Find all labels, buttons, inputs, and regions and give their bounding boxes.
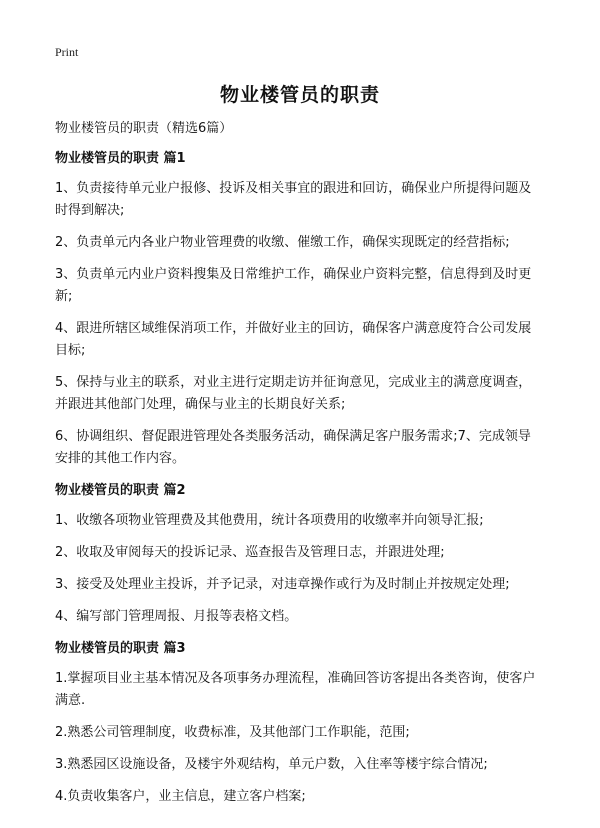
paragraph: 2、收取及审阅每天的投诉记录、巡查报告及管理日志，并跟进处理; [55,545,445,560]
paragraph: 3、负责单元内业户资料搜集及日常维护工作，确保业户资料完整，信息得到及时更新; [55,267,532,304]
paragraph: 4、跟进所辖区域维保消项工作，并做好业主的回访，确保客户满意度符合公司发展目标; [55,321,532,358]
print-label: Print [55,45,79,59]
section-heading: 物业楼管员的职责 篇3 [55,641,186,656]
paragraph: 1、收缴各项物业管理费及其他费用，统计各项费用的收缴率并向领导汇报; [55,513,484,528]
section-3 [55,638,540,808]
paragraph: 4.负责收集客户，业主信息，建立客户档案; [55,789,306,804]
section-2 [55,480,540,628]
document-body [55,118,540,818]
document-subtitle: 物业楼管员的职责（精选6篇） [55,121,233,136]
section-heading: 物业楼管员的职责 篇1 [55,151,186,166]
section-heading: 物业楼管员的职责 篇2 [55,483,186,498]
paragraph: 2、负责单元内各业户物业管理费的收缴、催缴工作，确保实现既定的经营指标; [55,235,510,250]
paragraph: 3.熟悉园区设施设备，及楼宇外观结构，单元户数，入住率等楼宇综合情况; [55,757,488,772]
paragraph: 3、接受及处理业主投诉，并予记录，对违章操作或行为及时制止并按规定处理; [55,577,510,592]
paragraph: 1、负责接待单元业户报修、投诉及相关事宜的跟进和回访，确保业户所提得问题及时得到解决; [55,181,532,218]
paragraph: 6、协调组织、督促跟进管理处各类服务活动，确保满足客户服务需求;7、完成领导安排的其他工作内容。 [55,429,531,466]
paragraph: 2.熟悉公司管理制度，收费标准，及其他部门工作职能，范围; [55,725,410,740]
paragraph: 1.掌握项目业主基本情况及各项事务办理流程，准确回答访客提出各类咨询，使客户满意. [55,671,536,708]
section-1 [55,148,540,470]
document-title: 物业楼管员的职责 [219,84,380,106]
paragraph: 4、编写部门管理周报、月报等表格文档。 [55,609,298,624]
paragraph: 5、保持与业主的联系，对业主进行定期走访并征询意见，完成业主的满意度调查，并跟进其他部门处理，确保与业主的长期良好关系; [55,375,532,412]
